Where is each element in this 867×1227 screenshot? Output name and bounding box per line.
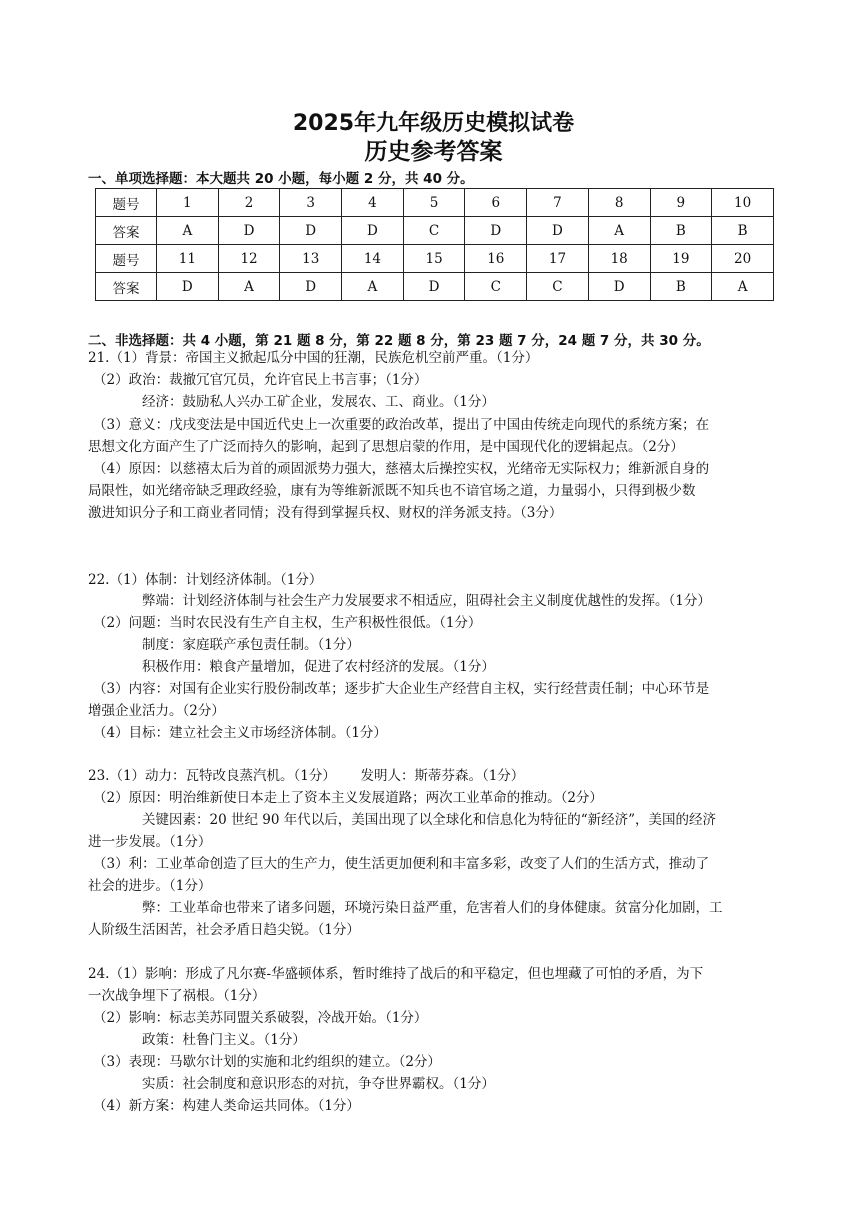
table-cell: D	[280, 217, 342, 245]
table-cell: 8	[588, 189, 650, 217]
answer-line: 进一步发展。（1分）	[88, 834, 212, 850]
table-cell: C	[527, 273, 589, 301]
answer-line: 弊端：计划经济体制与社会生产力发展要求不相适应，阻碍社会主义制度优越性的发挥。（1分）	[142, 593, 711, 609]
table-cell: D	[280, 273, 342, 301]
answer-line: 社会的进步。（1分）	[88, 878, 212, 894]
answer-line: 经济：鼓励私人兴办工矿企业，发展农、工、商业。（1分）	[142, 394, 495, 410]
answer-line: 21.（1）背景：帝国主义掀起瓜分中国的狂潮，民族危机空前严重。（1分）	[88, 350, 539, 366]
answer-line: 24.（1）影响：形成了凡尔赛-华盛顿体系，暂时维持了战后的和平稳定，但也埋藏了可怕的矛盾，为下	[88, 966, 704, 982]
table-cell: A	[588, 217, 650, 245]
section-2-heading: 二、非选择题：共 4 小题，第 21 题 8 分，第 22 题 8 分，第 23 题 7 分，24 题 7 分，共 30 分。	[88, 333, 710, 349]
exam-subtitle: 历史参考答案	[364, 139, 503, 165]
table-cell: 2	[218, 189, 280, 217]
answer-line: 局限性，如光绪帝缺乏理政经验，康有为等维新派既不知兵也不谙官场之道，力量弱小，只得到极少数	[88, 483, 696, 499]
table-cell: D	[342, 217, 404, 245]
answer-row	[96, 217, 774, 245]
table-cell: D	[465, 217, 527, 245]
answer-line: 23.（1）动力：瓦特改良蒸汽机。（1分） 发明人：斯蒂芬森。（1分）	[88, 768, 525, 784]
table-cell: 10	[712, 189, 774, 217]
table-cell: 1	[157, 189, 219, 217]
answer-line: 弊：工业革命也带来了诸多问题，环境污染日益严重，危害着人们的身体健康。贫富分化加剧，工	[142, 900, 723, 916]
table-cell: 6	[465, 189, 527, 217]
answer-line: （3）表现：马歇尔计划的实施和北约组织的建立。（2分）	[93, 1054, 441, 1070]
answer-line: （2）问题：当时农民没有生产自主权，生产积极性很低。（1分）	[93, 615, 482, 631]
question-number-row	[96, 189, 774, 217]
table-cell: D	[157, 273, 219, 301]
table-cell: 4	[342, 189, 404, 217]
answer-line: （2）政治：裁撤冗官冗员，允许官民上书言事；（1分）	[93, 372, 428, 388]
answer-line: （4）新方案：构建人类命运共同体。（1分）	[93, 1098, 360, 1114]
row-label: 答案	[96, 273, 157, 301]
answer-line: 关键因素：20 世纪 90 年代以后，美国出现了以全球化和信息化为特征的“新经济”，美国的经济	[142, 812, 717, 828]
table-cell: D	[218, 217, 280, 245]
table-cell: A	[342, 273, 404, 301]
question-number-row	[96, 245, 774, 273]
table-cell: 16	[465, 245, 527, 273]
row-label: 答案	[96, 217, 157, 245]
table-cell: B	[650, 273, 712, 301]
table-cell: 20	[712, 245, 774, 273]
table-cell: A	[157, 217, 219, 245]
table-cell: C	[465, 273, 527, 301]
answer-line: （4）目标：建立社会主义市场经济体制。（1分）	[93, 725, 387, 741]
answer-line: 实质：社会制度和意识形态的对抗，争夺世界霸权。（1分）	[142, 1076, 495, 1092]
answer-line: 政策：杜鲁门主义。（1分）	[142, 1032, 306, 1048]
answer-line: 积极作用：粮食产量增加，促进了农村经济的发展。（1分）	[142, 659, 495, 675]
answer-table	[95, 188, 774, 301]
table-cell: B	[712, 217, 774, 245]
row-label: 题号	[96, 245, 157, 273]
table-cell: 18	[588, 245, 650, 273]
answer-line: 22.（1）体制：计划经济体制。（1分）	[88, 572, 323, 588]
answer-line: 制度：家庭联产承包责任制。（1分）	[142, 637, 360, 653]
table-cell: A	[712, 273, 774, 301]
table-cell: 19	[650, 245, 712, 273]
table-cell: B	[650, 217, 712, 245]
table-cell: 15	[403, 245, 465, 273]
table-cell: D	[588, 273, 650, 301]
table-cell: D	[403, 273, 465, 301]
answer-line: 激进知识分子和工商业者同情；没有得到掌握兵权、财权的洋务派支持。（3分）	[88, 505, 563, 521]
answer-line: 人阶级生活困苦，社会矛盾日趋尖锐。（1分）	[88, 922, 360, 938]
table-cell: 3	[280, 189, 342, 217]
table-cell: 12	[218, 245, 280, 273]
table-cell: 9	[650, 189, 712, 217]
table-cell: 7	[527, 189, 589, 217]
answer-line: （3）内容：对国有企业实行股份制改革；逐步扩大企业生产经营自主权，实行经营责任制；中心环节是	[93, 681, 710, 697]
row-label: 题号	[96, 189, 157, 217]
answer-line: （2）影响：标志美苏同盟关系破裂，冷战开始。（1分）	[93, 1010, 428, 1026]
answer-line: 思想文化方面产生了广泛而持久的影响，起到了思想启蒙的作用，是中国现代化的逻辑起点。（2分）	[88, 439, 684, 455]
table-cell: 5	[403, 189, 465, 217]
table-cell: D	[527, 217, 589, 245]
answer-line: （3）利：工业革命创造了巨大的生产力，使生活更加便利和丰富多彩，改变了人们的生活方式，推动了	[93, 856, 710, 872]
answer-line: （3）意义：戊戌变法是中国近代史上一次重要的政治改革，提出了中国由传统走向现代的系统方案；在	[93, 417, 710, 433]
table-cell: C	[403, 217, 465, 245]
table-cell: 17	[527, 245, 589, 273]
answer-row	[96, 273, 774, 301]
answer-line: 一次战争埋下了祸根。（1分）	[88, 988, 266, 1004]
table-cell: 13	[280, 245, 342, 273]
answer-line: 增强企业活力。（2分）	[88, 703, 225, 719]
table-cell: A	[218, 273, 280, 301]
table-cell: 11	[157, 245, 219, 273]
section-1-heading: 一、单项选择题：本大题共 20 小题，每小题 2 分，共 40 分。	[88, 171, 474, 187]
table-cell: 14	[342, 245, 404, 273]
answer-line: （4）原因：以慈禧太后为首的顽固派势力强大，慈禧太后操控实权，光绪帝无实际权力；维新派自身的	[93, 461, 710, 477]
exam-title: 2025年九年级历史模拟试卷	[292, 111, 575, 136]
answer-line: （2）原因：明治维新使日本走上了资本主义发展道路；两次工业革命的推动。（2分）	[93, 790, 603, 806]
